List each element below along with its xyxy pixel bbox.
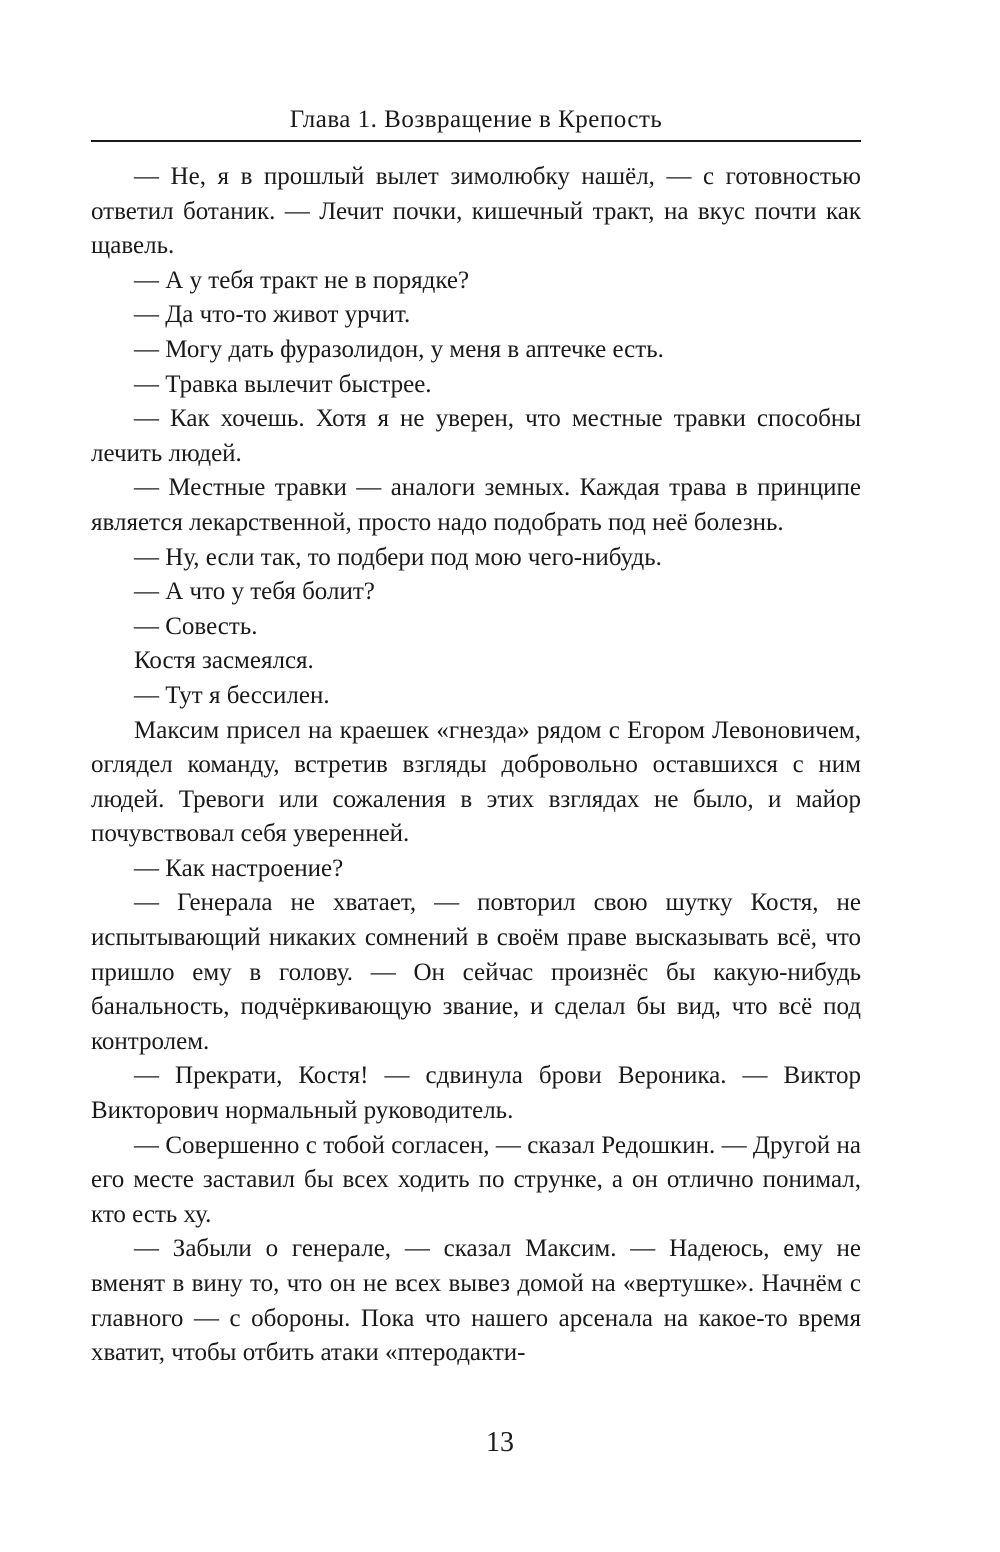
paragraph: — Совесть. xyxy=(134,612,258,640)
paragraph: Костя засмеялся. xyxy=(134,647,314,675)
paragraph: — Травка вылечит быстрее. xyxy=(134,370,432,398)
running-head: Глава 1. Возвращение в Крепость xyxy=(289,106,663,133)
paragraph: — Как настроение? xyxy=(134,854,344,882)
paragraph: — А что у тебя болит? xyxy=(134,578,375,606)
body-text xyxy=(91,160,861,1371)
paragraph: — Ну, если так, то подбери под мою чего-нибудь. xyxy=(134,543,662,571)
paragraph: — Совершенно с тобой согласен, — сказал Редошкин. — Другой на его месте заставил бы всех ходить по струнке, а он отлично понимал, кто есть ху. xyxy=(91,1131,861,1228)
page-number: 13 xyxy=(486,1427,514,1458)
paragraph: Максим присел на краешек «гнезда» рядом с Егором Левоновичем, оглядел команду, встретив взгляды добровольно оставшихся с ним людей. Тревоги или сожаления в этих взглядах не было, и майор почувствовал себя уверенней. xyxy=(91,716,861,848)
paragraph: — Да что-то живот урчит. xyxy=(134,301,411,329)
paragraph: — Прекрати, Костя! — сдвинула брови Вероника. — Виктор Викторович нормальный руководитель. xyxy=(91,1062,861,1125)
paragraph: — Забыли о генерале, — сказал Максим. — Надеюсь, ему не вменят в вину то, что он не всех вывез домой на «вертушке». Начнём с главного — с обороны. Пока что нашего арсенала на какое-то время хватит, чтобы отбить атаки «птеродакти- xyxy=(91,1235,861,1367)
paragraph: — Местные травки — аналоги земных. Каждая трава в принципе является лекарственной, просто надо подобрать под неё болезнь. xyxy=(91,474,861,536)
paragraph: — Не, я в прошлый вылет зимолюбку нашёл, — с готовностью ответил ботаник. — Лечит почки, кишечный тракт, на вкус почти как щавель. xyxy=(91,163,861,260)
paragraph: — А у тебя тракт не в порядке? xyxy=(134,266,470,294)
paragraph: — Как хочешь. Хотя я не уверен, что местные травки способны лечить людей. xyxy=(91,405,861,467)
header-rule xyxy=(91,140,861,142)
paragraph: — Генерала не хватает, — повторил свою шутку Костя, не испытывающий никаких сомнений в своём праве высказывать всё, что пришло ему в голову. — Он сейчас произнёс бы какую-нибудь банальность, подчёркивающую звание, и сделал бы вид, что всё под контролем. xyxy=(91,889,861,1055)
paragraph: — Могу дать фуразолидон, у меня в аптечке есть. xyxy=(134,335,664,363)
paragraph: — Тут я бессилен. xyxy=(134,681,330,709)
